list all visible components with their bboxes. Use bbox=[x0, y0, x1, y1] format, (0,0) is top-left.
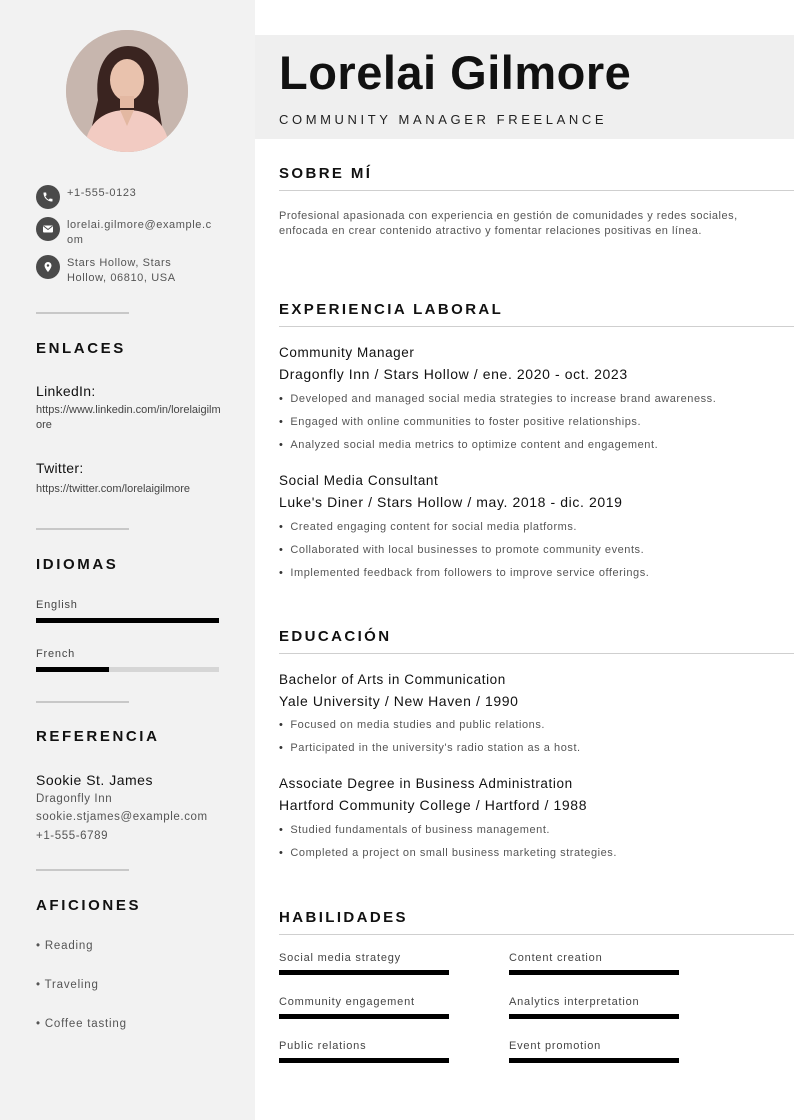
degree-title: Associate Degree in Business Administration bbox=[279, 776, 573, 791]
job-title: Community Manager bbox=[279, 345, 415, 360]
contact-email bbox=[36, 217, 226, 248]
job-bullet: • Analyzed social media metrics to optimize content and engagement. bbox=[279, 439, 658, 451]
degree-meta: Yale University / New Haven / 1990 bbox=[279, 693, 519, 709]
degree-bullet: • Studied fundamentals of business management. bbox=[279, 824, 550, 836]
job-meta: Luke's Diner / Stars Hollow / may. 2018 - dic. 2019 bbox=[279, 494, 623, 510]
language-name: French bbox=[36, 648, 76, 660]
language-level-fill bbox=[36, 618, 219, 623]
job-bullet: • Created engaging content for social media platforms. bbox=[279, 521, 577, 533]
skill-level-bar bbox=[279, 1014, 449, 1019]
reference-heading: REFERENCIA bbox=[36, 728, 160, 745]
contact-phone bbox=[36, 185, 226, 209]
reference-company: Dragonfly Inn bbox=[36, 793, 113, 805]
twitter-label: Twitter: bbox=[36, 460, 84, 476]
twitter-url[interactable]: https://twitter.com/lorelaigilmore bbox=[36, 483, 191, 495]
divider bbox=[36, 869, 129, 871]
degree-bullet: • Completed a project on small business marketing strategies. bbox=[279, 847, 617, 859]
skill-name: Public relations bbox=[279, 1040, 367, 1052]
reference-email[interactable]: sookie.stjames@example.com bbox=[36, 811, 208, 823]
address-text: Stars Hollow, Stars Hollow, 06810, USA bbox=[67, 257, 176, 284]
languages-heading: IDIOMAS bbox=[36, 556, 119, 573]
skill-name: Analytics interpretation bbox=[509, 996, 640, 1008]
divider bbox=[36, 312, 129, 314]
job-title: Social Media Consultant bbox=[279, 473, 439, 488]
hobby-item: • Coffee tasting bbox=[36, 1018, 127, 1030]
skill-level-bar bbox=[279, 1058, 449, 1063]
section-rule bbox=[279, 190, 794, 191]
section-rule bbox=[279, 326, 794, 327]
phone-text[interactable]: +1-555-0123 bbox=[67, 187, 137, 199]
reference-name: Sookie St. James bbox=[36, 772, 153, 788]
profile-photo bbox=[66, 30, 188, 152]
language-level-bar bbox=[36, 618, 219, 623]
job-bullet: • Collaborated with local businesses to promote community events. bbox=[279, 544, 644, 556]
skill-level-bar bbox=[279, 970, 449, 975]
hobby-item: • Traveling bbox=[36, 979, 99, 991]
language-name: English bbox=[36, 599, 78, 611]
skill-name: Community engagement bbox=[279, 996, 415, 1008]
skill-level-bar bbox=[509, 1058, 679, 1063]
about-text: Profesional apasionada con experiencia en gestión de comunidades y redes sociales, enfocada en crear contenido atractivo y fomentar relaciones positivas en línea. bbox=[279, 210, 738, 237]
email-text[interactable]: lorelai.gilmore@example.com bbox=[67, 219, 212, 246]
job-bullet: • Developed and managed social media strategies to increase brand awareness. bbox=[279, 393, 716, 405]
education-heading: EDUCACIÓN bbox=[279, 628, 392, 645]
email-icon bbox=[36, 217, 60, 241]
divider bbox=[36, 701, 129, 703]
candidate-name: Lorelai Gilmore bbox=[279, 46, 632, 99]
links-heading: ENLACES bbox=[36, 340, 126, 357]
degree-bullet: • Participated in the university's radio station as a host. bbox=[279, 742, 581, 754]
experience-heading: EXPERIENCIA LABORAL bbox=[279, 301, 504, 318]
skill-name: Social media strategy bbox=[279, 952, 401, 964]
job-meta: Dragonfly Inn / Stars Hollow / ene. 2020 - oct. 2023 bbox=[279, 366, 628, 382]
skill-name: Content creation bbox=[509, 952, 603, 964]
skill-level-bar bbox=[509, 970, 679, 975]
skills-heading: HABILIDADES bbox=[279, 909, 408, 926]
skill-level-bar bbox=[509, 1014, 679, 1019]
skill-name: Event promotion bbox=[509, 1040, 602, 1052]
linkedin-url[interactable]: https://www.linkedin.com/in/lorelaigilmore bbox=[36, 404, 221, 431]
job-bullet: • Implemented feedback from followers to improve service offerings. bbox=[279, 567, 649, 579]
hobby-item: • Reading bbox=[36, 940, 94, 952]
degree-title: Bachelor of Arts in Communication bbox=[279, 672, 506, 687]
phone-icon bbox=[36, 185, 60, 209]
reference-phone: +1-555-6789 bbox=[36, 830, 109, 842]
language-level-fill bbox=[36, 667, 109, 672]
candidate-role: COMMUNITY MANAGER FREELANCE bbox=[279, 112, 608, 127]
section-rule bbox=[279, 934, 794, 935]
about-heading: SOBRE MÍ bbox=[279, 165, 373, 182]
linkedin-label: LinkedIn: bbox=[36, 383, 96, 399]
divider bbox=[36, 528, 129, 530]
contact-address bbox=[36, 255, 226, 286]
location-pin-icon bbox=[36, 255, 60, 279]
section-rule bbox=[279, 653, 794, 654]
job-bullet: • Engaged with online communities to foster positive relationships. bbox=[279, 416, 641, 428]
hobbies-heading: AFICIONES bbox=[36, 897, 142, 914]
language-level-bar bbox=[36, 667, 219, 672]
degree-bullet: • Focused on media studies and public relations. bbox=[279, 719, 545, 731]
degree-meta: Hartford Community College / Hartford / 1988 bbox=[279, 797, 588, 813]
